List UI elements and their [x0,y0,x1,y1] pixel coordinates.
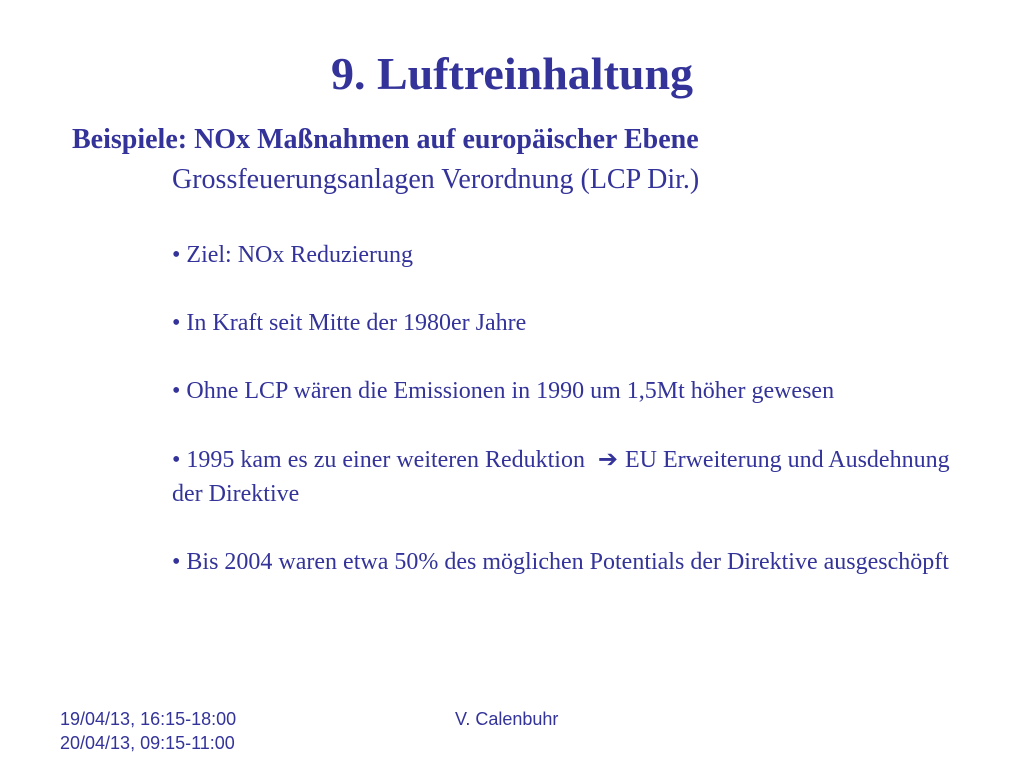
bullet-item [172,374,972,408]
slide-subsubtitle: Grossfeuerungsanlagen Verordnung (LCP Dir.) [172,164,700,195]
bullet-item [172,545,972,579]
slide-title: 9. Luftreinhaltung [330,48,694,99]
bullet-text: In Kraft seit Mitte der 1980er Jahre [186,310,527,336]
footer-author: V. Calenbuhr [455,709,559,729]
bullet-text-before: 1995 kam es zu einer weiteren Reduktion [186,447,585,473]
bullet-item [172,238,972,272]
bullet-text: Ohne LCP wären die Emissionen in 1990 um 1,5Mt höher gewesen [186,378,835,404]
bullet-dot: • [172,378,181,404]
slide-subtitle: Beispiele: NOx Maßnahmen auf europäischer Ebene [72,124,699,155]
footer-dates [60,707,236,755]
footer-date-line-1: 19/04/13, 16:15-18:00 [60,709,237,729]
bullet-dot: • [172,549,181,575]
bullet-item [172,306,972,340]
bullet-dot: • [172,242,181,268]
right-arrow-icon: ➔ [597,445,618,473]
bullet-dot: • [172,310,181,336]
bullet-dot: • [172,447,181,473]
bullet-text: Ziel: NOx Reduzierung [186,242,414,268]
bullet-text-after: EU Erweiterung und Ausdehnung der Direktive [172,447,950,507]
footer-date-line-2: 20/04/13, 09:15-11:00 [60,733,235,753]
bullet-text: Bis 2004 waren etwa 50% des möglichen Potentials der Direktive ausgeschöpft [186,549,949,575]
bullet-item [172,442,972,511]
bullet-list [172,238,972,613]
